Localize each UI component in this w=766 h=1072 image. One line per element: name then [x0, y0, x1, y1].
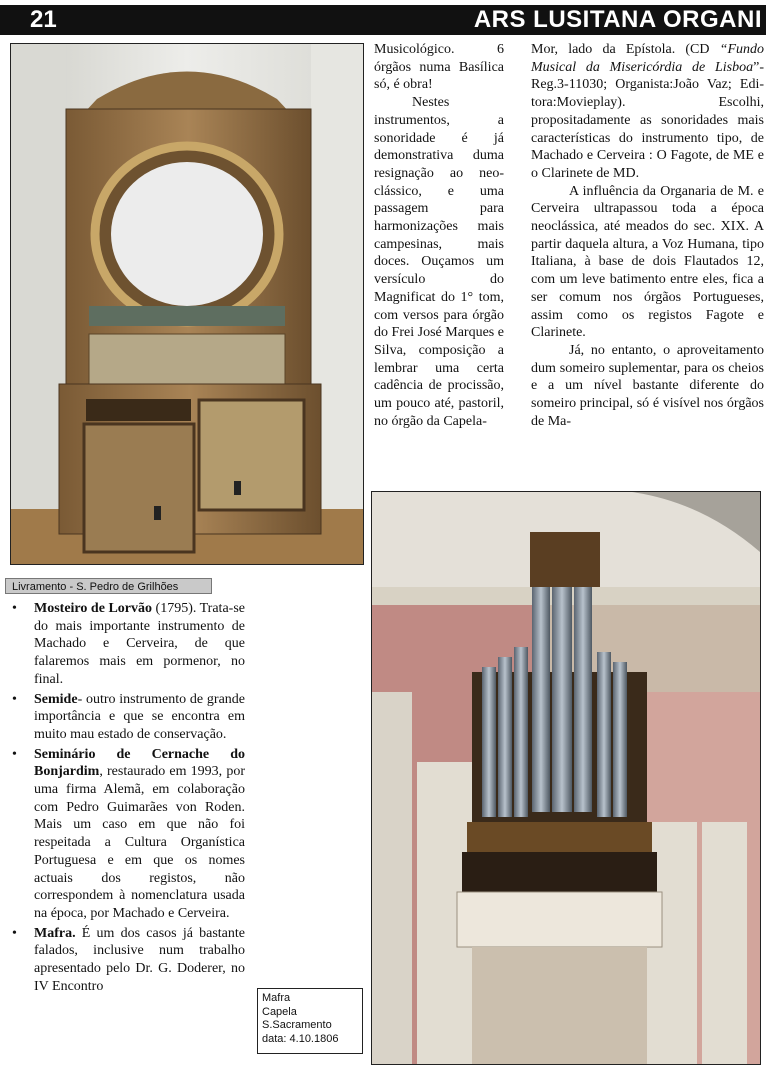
list-item — [12, 746, 245, 923]
paragraph: Musicológico. 6 órgãos numa Basílica só, é obra! — [374, 42, 504, 93]
list-item-title: Mosteiro de Lorvão — [34, 601, 152, 616]
list-item-text: - outro instrumento de grande importância e que se encontra em muito mau estado de conservação. — [34, 691, 245, 742]
organ-list — [12, 600, 245, 995]
text-column-right — [531, 41, 764, 430]
photo-caption-mafra — [257, 988, 363, 1054]
list-item-title: Mafra. — [34, 925, 76, 941]
bullet-marker: • — [12, 746, 17, 762]
text-column-middle — [374, 41, 504, 430]
caption-line: data: 4.10.1806 — [262, 1032, 339, 1045]
list-item-text: , restaurado em 1993, por uma firma Alemã, em colaboração com Pedro Guimarães von Roden. Mais um caso em que não foi respeitada a Cultura Organística Portuguesa e em que os nomes actuais dos registos, não correspondem à nomenclatura usada na época, por Machado e Cerveira. — [34, 764, 245, 921]
paragraph: A influência da Organaria de M. e Cerveira ultrapassou toda a época neoclássica, até meados do sec. XIX. A partir daquela altura, a Voz Humana, tipo Italiana, à base de dois Flautados 12, com um leve batimento entre eles, fica a ser comum nos órgãos Portugueses, assim como os registos Fagote e Clarinete. — [531, 183, 764, 341]
list-item-text: (1795). Trata-se do mais importante instrumento de Machado e Cerveira, de que falaremos mais em pormenor, no final. — [34, 601, 245, 687]
list-item — [12, 925, 245, 996]
text-run: Mor, lado da Epístola. (CD — [531, 42, 720, 57]
caption-line: Capela — [262, 1005, 297, 1018]
paragraph: Já, no entanto, o aproveitamento dum someiro suplementar, para os cheios e a um nível bastante diferente do someiro principal, só é visível nos órgãos de Ma- — [531, 342, 764, 429]
bullet-marker: • — [12, 601, 17, 616]
caption-line: S.Sacramento — [262, 1019, 332, 1031]
paragraph — [531, 41, 764, 183]
photo-caption-livramento: Livramento - S. Pedro de Grilhões — [5, 578, 212, 594]
page-number: 21 — [30, 6, 57, 33]
bullet-marker: • — [12, 691, 17, 707]
list-item-title: Semide — [34, 691, 78, 707]
list-item-title: Seminário de Cernache do Bonjardim — [34, 746, 245, 780]
bullet-list-column — [12, 600, 245, 997]
paragraph: Nestes instrumentos, a sonoridade é já demonstrativa duma resignação ao neo-clássico, e uma passagem para harmonizações mais campesinas, mais doces. Ouçamos um versículo do Magnificat do 1° tom, com versos para órgão do Frei José Marques e Silva, composição a lembrar uma certa cadência de procissão, um pouco até, pastoril, no órgão da Capela- — [374, 95, 504, 429]
list-item — [12, 600, 245, 689]
bullet-marker: • — [12, 925, 17, 941]
page-header-title: ARS LUSITANA ORGANI — [473, 6, 762, 33]
mafra-organ-photo — [371, 491, 761, 1065]
caption-line: Mafra — [262, 992, 291, 1004]
list-item-text: É um dos casos já bastante falados, inclusive num trabalho apresentado pelo Dr. G. Doderer, no IV Encontro — [34, 925, 245, 994]
italic-cd-title: “Fundo Musical da Misericórdia de Lisboa — [531, 42, 764, 75]
list-item — [12, 691, 245, 744]
text-run: ”- Reg.3-11030; Organista:João Vaz; Edi-tora:Movieplay). Escolhi, propositadamente as sonoridades mais características do instrumento tipo, de Machado e Cerveira : O Fagote, de ME e o Clarinete de MD. — [531, 59, 764, 181]
organ-case-photo — [10, 43, 364, 565]
